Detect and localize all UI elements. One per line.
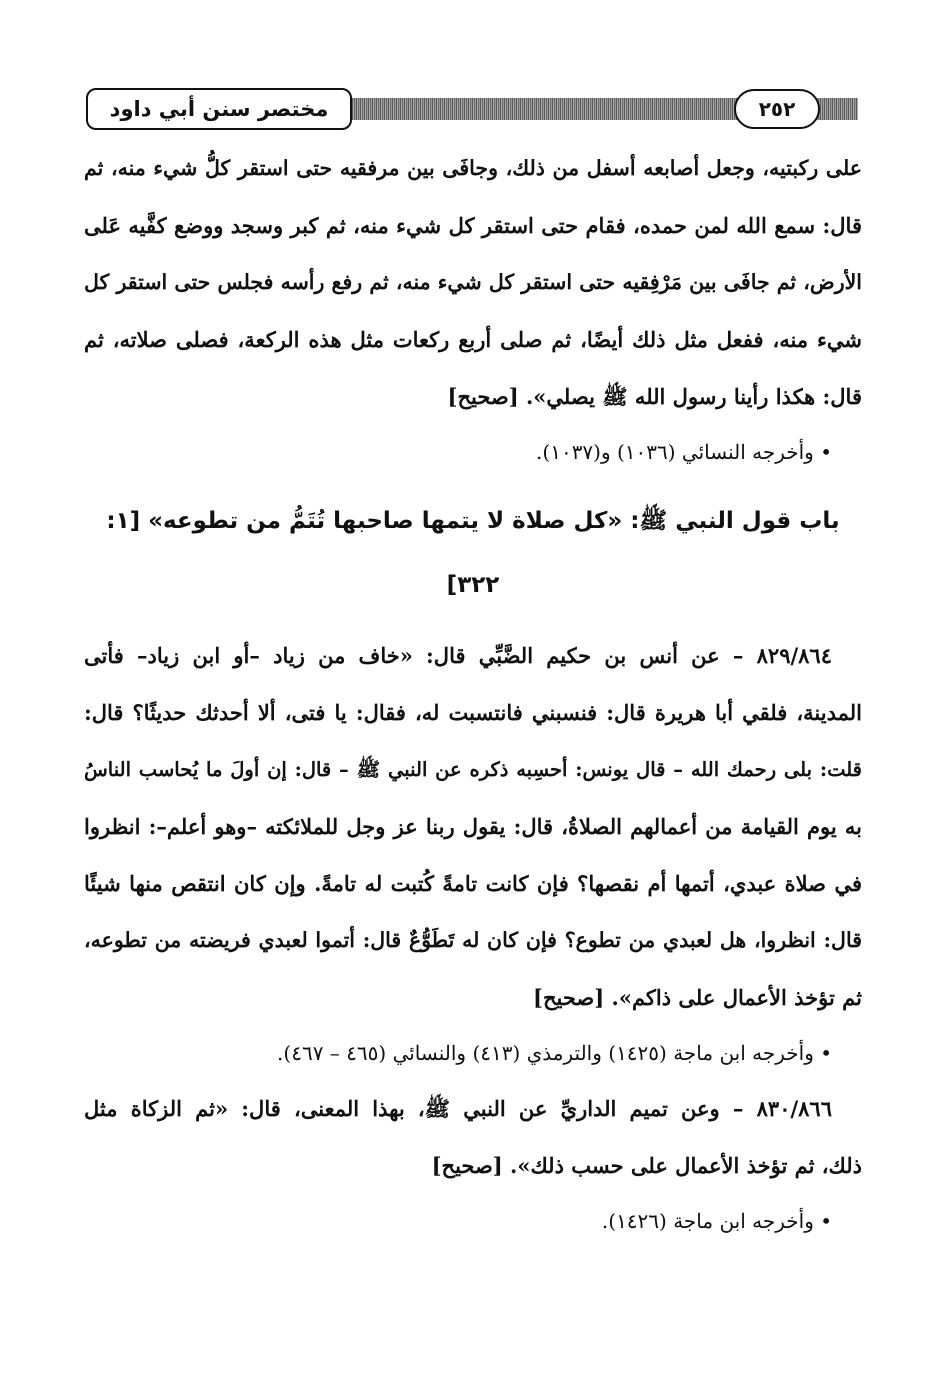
chapter-heading-line: باب قول النبي ﷺ: «كل صلاة لا يتمها صاحبها تُتَمُّ من تطوعه» [١: bbox=[106, 508, 840, 534]
hadith-continuation bbox=[84, 140, 862, 479]
hadith-864 bbox=[84, 627, 862, 1080]
running-header bbox=[86, 88, 858, 132]
book-title: مختصر سنن أبي داود bbox=[86, 88, 352, 130]
text-line: ٨٢٩/٨٦٤ – عن أنس بن حكيم الضَّبِّي قال: «خاف من زياد –أو ابن زياد– فأتى bbox=[84, 643, 832, 668]
text-line: شيء منه، ففعل مثل ذلك أيضًا، ثم صلى أربع ركعات مثل هذه الركعة، فصلى صلاته، ثم bbox=[84, 327, 862, 352]
text-line: قلت: بلى رحمك الله – قال يونس: أحسِبه ذكره عن النبي ﷺ – قال: إن أولَ ما يُحاسب الناسُ bbox=[84, 758, 862, 781]
text-line: على ركبتيه، وجعل أصابعه أسفل من ذلك، وجافَى بين مرفقيه حتى استقر كلُّ شيء منه، ثم bbox=[84, 156, 862, 180]
text-line: به يوم القيامة من أعمالهم الصلاةُ، قال: يقول ربنا عز وجل للملائكته –وهو أعلم–: انظروا bbox=[84, 814, 862, 839]
text-line: الأرض، ثم جافَى بين مَرْفِقيه حتى استقر كل شيء منه، ثم رفع رأسه فجلس حتى استقر كل bbox=[84, 270, 862, 294]
hadith-866 bbox=[84, 1080, 862, 1248]
takhrij-note: • وأخرجه النسائي (١٠٣٦) و(١٠٣٧). bbox=[536, 440, 832, 464]
takhrij-note: • وأخرجه ابن ماجة (١٤٢٦). bbox=[601, 1209, 832, 1233]
chapter-heading bbox=[84, 489, 862, 617]
page-number: ٢٥٢ bbox=[734, 89, 820, 129]
chapter-heading-line: ٣٢٢] bbox=[446, 572, 500, 598]
text-line: قال: سمع الله لمن حمده، فقام حتى استقر كل شيء منه، ثم كبر وسجد ووضع كفَّيه عَلى bbox=[84, 213, 862, 238]
text-line: ذلك، ثم تؤخذ الأعمال على حسب ذلك». [صحيح] bbox=[431, 1153, 862, 1178]
page-body bbox=[84, 140, 862, 1248]
text-line: المدينة، فلقي أبا هريرة قال: فنسبني فانتسبت له، فقال: يا فتى، ألا أحدثك حديثًا؟ قال: bbox=[84, 700, 862, 725]
text-line: قال: انظروا، هل لعبدي من تطوع؟ فإن كان له تَطَوُّعٌ قال: أتموا لعبدي فريضته من تطوعه، bbox=[84, 928, 862, 952]
text-line: ٨٣٠/٨٦٦ – وعن تميم الداريِّ عن النبي ﷺ، بهذا المعنى، قال: «ثم الزكاة مثل bbox=[84, 1096, 832, 1121]
text-line: قال: هكذا رأينا رسول الله ﷺ يصلي». [صحيح] bbox=[447, 384, 862, 409]
text-line: ثم تؤخذ الأعمال على ذاكم». [صحيح] bbox=[533, 985, 862, 1010]
takhrij-note: • وأخرجه ابن ماجة (١٤٢٥) والترمذي (٤١٣) والنسائي (٤٦٥ – ٤٦٧). bbox=[277, 1041, 832, 1065]
text-line: في صلاة عبدي، أتمها أم نقصها؟ فإن كانت تامةً كُتبت له تامةً. وإن كان انتقص منها شيئًا bbox=[84, 871, 862, 896]
